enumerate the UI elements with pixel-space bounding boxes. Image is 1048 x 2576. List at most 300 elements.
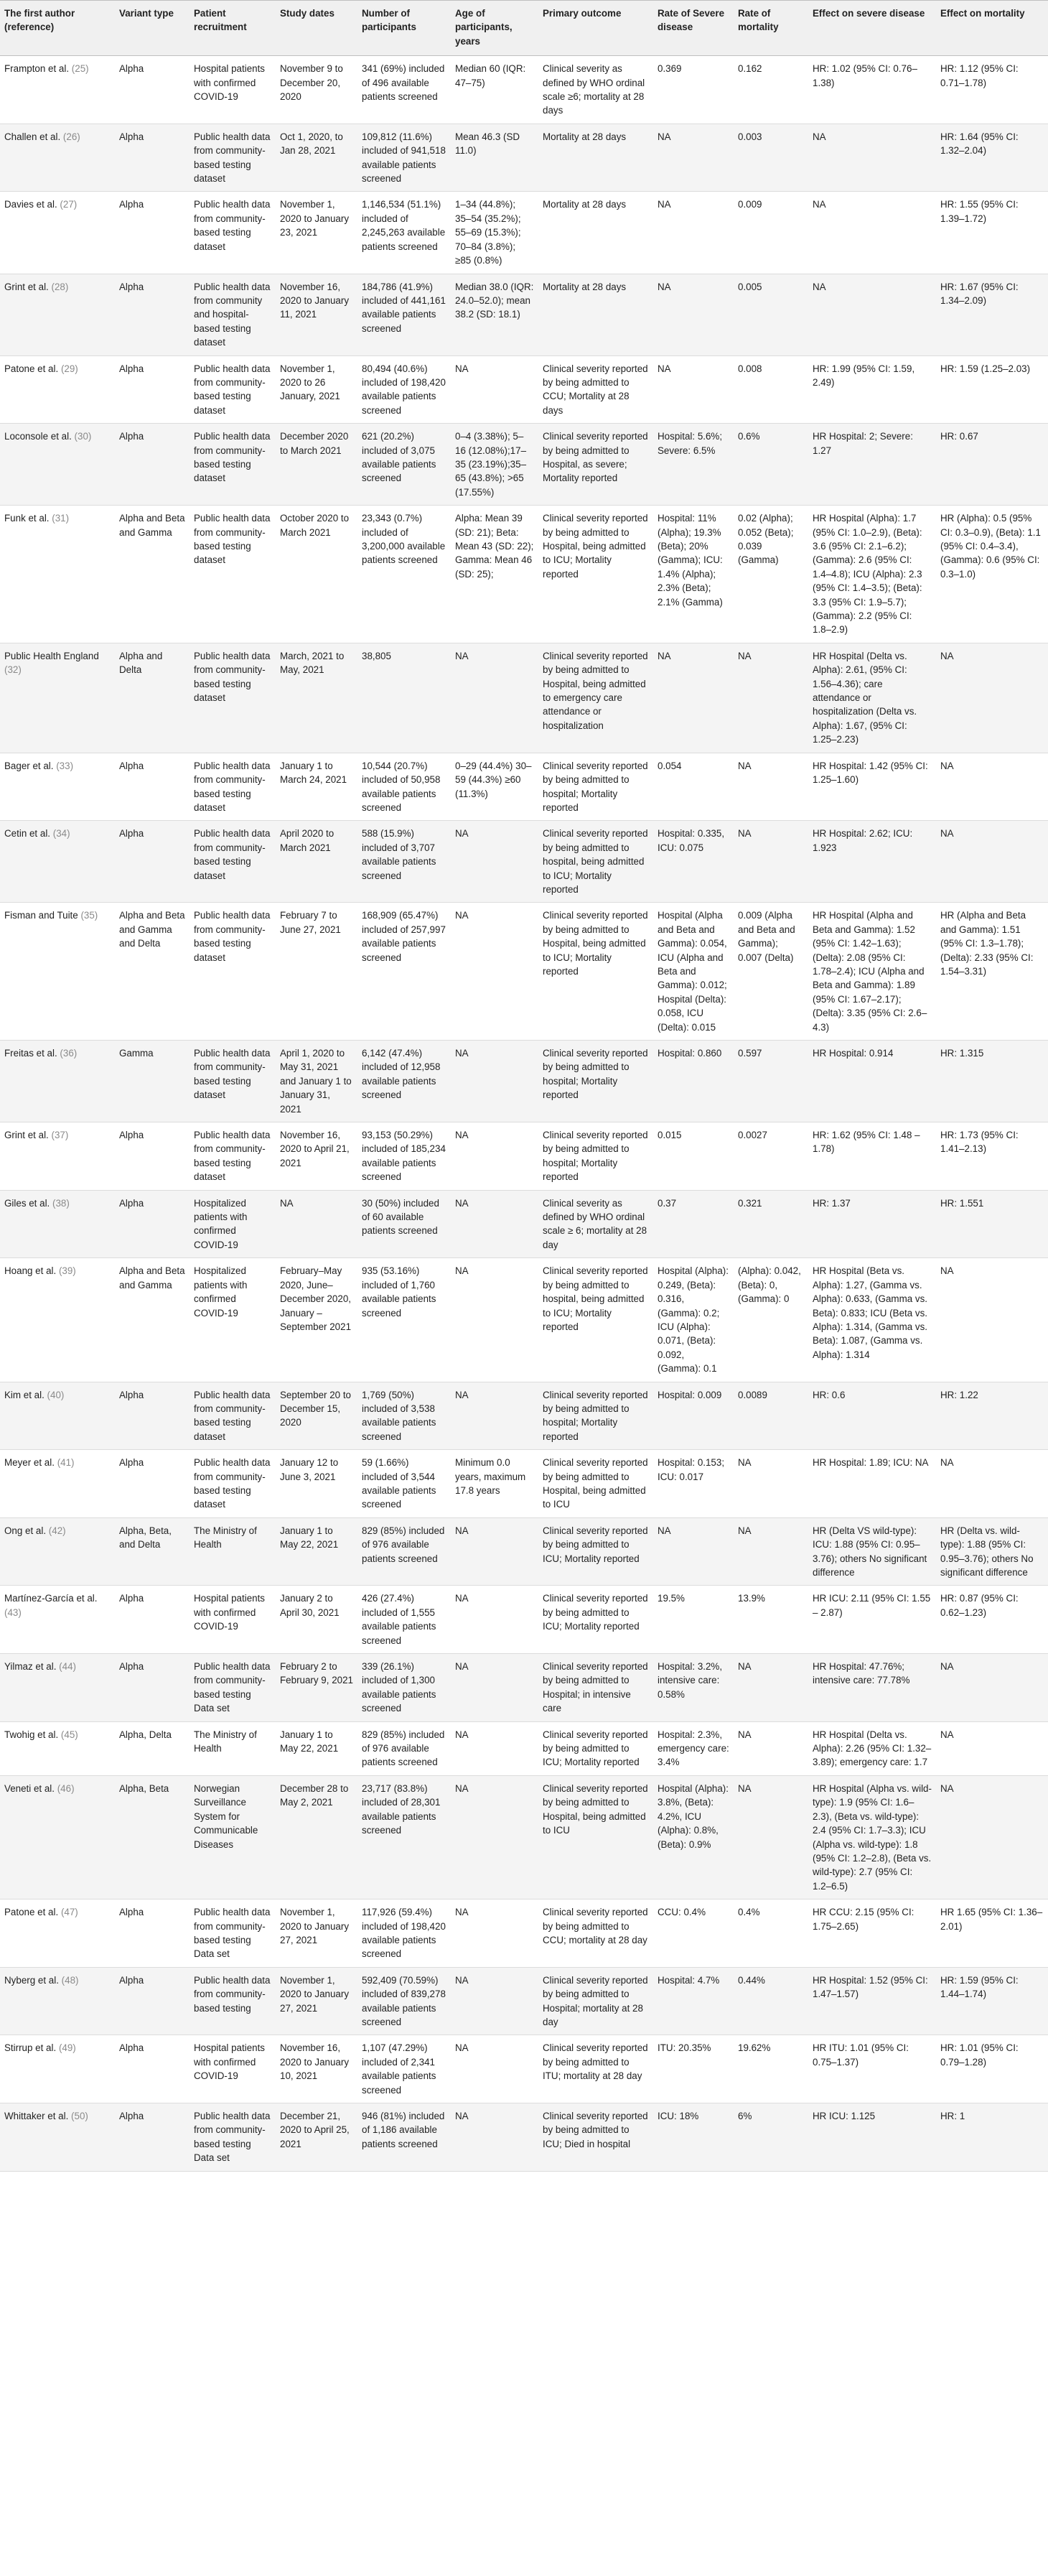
table-row (0, 1517, 1048, 1586)
variant-cell: Alpha, Delta (119, 1729, 172, 1740)
effect-severe-cell: NA (808, 124, 936, 192)
effect-severe-cell: HR CCU: 2.15 (95% CI: 1.75–2.65) (813, 1907, 914, 1932)
table-row (0, 1258, 1048, 1382)
variant-cell: Alpha (115, 1382, 190, 1450)
author-cell (0, 355, 115, 424)
effect-mortality-cell: HR: 0.67 (936, 424, 1048, 506)
reference-link[interactable]: (40) (47, 1389, 65, 1400)
participants-cell: 38,805 (357, 643, 451, 753)
recruitment-cell: Hospital patients with confirmed COVID-19 (194, 1593, 265, 1632)
table-row (0, 2103, 1048, 2172)
table-row (0, 1122, 1048, 1191)
reference-link[interactable]: (34) (52, 828, 70, 840)
participants-cell: 829 (85%) included of 976 available patients screened (362, 1729, 445, 1768)
table-row (0, 1450, 1048, 1518)
author-name: Cetin et al. (4, 828, 51, 840)
effect-mortality-cell: HR: 1.22 (936, 1382, 1048, 1450)
dates-cell: February 7 to June 27, 2021 (280, 910, 341, 935)
author-cell (0, 1586, 115, 1654)
age-cell: NA (451, 1190, 538, 1258)
mortality-rate-cell: NA (738, 760, 752, 771)
age-cell: 0–29 (44.4%) 30–59 (44.3%) ≥60 (11.3%) (455, 760, 532, 799)
effect-severe-cell: HR Hospital: 2; Severe: 1.27 (808, 424, 936, 506)
reference-link[interactable]: (41) (57, 1457, 75, 1469)
column-header: Number of participants (357, 1, 451, 56)
effect-mortality-cell: NA (940, 1729, 954, 1740)
recruitment-cell: Hospitalized patients with confirmed COVID-19 (190, 1190, 276, 1258)
effect-severe-cell: HR Hospital: 1.42 (95% CI: 1.25–1.60) (813, 760, 928, 786)
author-cell (0, 1122, 115, 1191)
author-cell (0, 1450, 115, 1518)
effect-mortality-cell: HR: 1.59 (1.25–2.03) (940, 363, 1031, 374)
author-name: Meyer et al. (4, 1457, 55, 1469)
effect-severe-cell: HR Hospital (Delta vs. Alpha): 2.26 (95% CI: 1.32–3.89); emergency care: 1.7 (813, 1729, 932, 1768)
effect-mortality-cell: HR (Alpha): 0.5 (95% CI: 0.3–0.9), (Beta): 1.1 (95% CI: 0.4–3.4), (Gamma): 0.6 (95% CI: 0.3–1.0) (940, 513, 1041, 580)
reference-link[interactable]: (26) (62, 131, 80, 142)
outcome-cell: Clinical severity reported by being admitted to Hospital, being admitted to emergency care attendance or hospitalization (538, 643, 653, 753)
dates-cell: November 1, 2020 to January 23, 2021 (280, 199, 350, 238)
age-cell: NA (451, 1654, 538, 1722)
severe-rate-cell: ICU: 18% (653, 2103, 734, 2172)
variant-cell: Alpha (119, 363, 144, 374)
table-row (0, 192, 1048, 274)
outcome-cell: Mortality at 28 days (538, 274, 653, 355)
author-cell (0, 424, 115, 506)
age-cell: NA (451, 2103, 538, 2172)
column-header: Rate of Severe disease (653, 1, 734, 56)
mortality-rate-cell: NA (738, 1457, 752, 1469)
recruitment-cell: The Ministry of Health (190, 1517, 276, 1586)
table-row (0, 643, 1048, 753)
mortality-rate-cell: NA (734, 1517, 808, 1586)
reference-link[interactable]: (31) (52, 513, 70, 524)
dates-cell: November 1, 2020 to 26 January, 2021 (280, 363, 340, 402)
participants-cell: 6,142 (47.4%) included of 12,958 available patients screened (357, 1041, 451, 1122)
table-row (0, 274, 1048, 355)
recruitment-cell: Public health data from community-based testing Data set (190, 2103, 276, 2172)
reference-link[interactable]: (36) (60, 1048, 78, 1059)
variant-cell: Gamma (115, 1041, 190, 1122)
author-cell (0, 821, 115, 903)
outcome-cell: Clinical severity reported by being admitted to ICU; Died in hospital (538, 2103, 653, 2172)
effect-mortality-cell: HR: 1.315 (936, 1041, 1048, 1122)
severe-rate-cell: NA (653, 643, 734, 753)
effect-mortality-cell: NA (940, 1457, 954, 1469)
severe-rate-cell: NA (658, 199, 671, 210)
effect-severe-cell: HR Hospital (Beta vs. Alpha): 1.27, (Gamma vs. Alpha): 0.633, (Gamma vs. Beta): 0.833; ICU (Beta vs. Alpha): 1.314, (Gamma vs. Beta): 1.087, (Gamma vs. Alpha): 1.314 (813, 1265, 928, 1360)
variant-cell: Alpha and Beta and Gamma (119, 1265, 185, 1291)
age-cell: NA (451, 1967, 538, 2035)
table-body (0, 56, 1048, 2171)
severe-rate-cell: Hospital (Alpha): 3.8%, (Beta): 4.2%, ICU (Alpha): 0.8%, (Beta): 0.9% (653, 1775, 734, 1899)
dates-cell: November 9 to December 20, 2020 (280, 63, 343, 103)
variant-cell: Alpha (119, 1593, 144, 1604)
mortality-rate-cell: NA (734, 1775, 808, 1899)
variant-cell: Alpha (115, 821, 190, 903)
variant-cell: Alpha (115, 274, 190, 355)
author-name: Patone et al. (4, 1907, 59, 1918)
author-cell (0, 753, 115, 821)
variant-cell: Alpha (115, 1654, 190, 1722)
effect-mortality-cell: HR: 0.87 (95% CI: 0.62–1.23) (940, 1593, 1019, 1618)
effect-mortality-cell: HR: 1.551 (936, 1190, 1048, 1258)
effect-severe-cell: HR ICU: 2.11 (95% CI: 1.55 – 2.87) (813, 1593, 931, 1618)
author-cell (0, 643, 115, 753)
author-name: Giles et al. (4, 1197, 50, 1209)
author-cell (0, 1721, 115, 1775)
dates-cell: April 2020 to March 2021 (276, 821, 357, 903)
reference-link[interactable]: (43) (4, 1606, 22, 1618)
column-header: Effect on mortality (936, 1, 1048, 56)
author-name: Funk et al. (4, 513, 50, 524)
effect-severe-cell: HR: 1.62 (95% CI: 1.48 –1.78) (813, 1130, 920, 1155)
reference-link[interactable]: (50) (71, 2111, 88, 2121)
outcome-cell: Clinical severity reported by being admitted to hospital; Mortality reported (538, 1041, 653, 1122)
recruitment-cell: Public health data from community-based testing (190, 1967, 276, 2035)
mortality-rate-cell: 0.321 (734, 1190, 808, 1258)
dates-cell: December 21, 2020 to April 25, 2021 (276, 2103, 357, 2172)
participants-cell: 935 (53.16%) included of 1,760 available patients screened (362, 1265, 436, 1319)
table-row (0, 903, 1048, 1041)
age-cell: NA (451, 1041, 538, 1122)
dates-cell: December 2020 to March 2021 (276, 424, 357, 506)
dates-cell: November 16, 2020 to April 21, 2021 (280, 1130, 350, 1168)
author-name: Hoang et al. (4, 1265, 57, 1277)
age-cell: NA (455, 1130, 469, 1141)
author-cell (0, 56, 115, 124)
dates-cell: January 12 to June 3, 2021 (280, 1457, 339, 1482)
effect-severe-cell: HR ICU: 1.125 (808, 2103, 936, 2172)
severe-rate-cell: CCU: 0.4% (658, 1907, 706, 1918)
reference-link[interactable]: (27) (60, 199, 78, 210)
participants-cell: 339 (26.1%) included of 1,300 available patients screened (357, 1654, 451, 1722)
author-cell (0, 2035, 115, 2103)
age-cell: NA (455, 2042, 469, 2054)
participants-cell: 23,343 (0.7%) included of 3,200,000 available patients screened (362, 513, 446, 566)
author-name: Ong et al. (4, 1525, 47, 1536)
severe-rate-cell: 19.5% (658, 1593, 685, 1604)
reference-link[interactable]: (48) (61, 1974, 79, 1986)
table-row (0, 1967, 1048, 2035)
variant-cell: Alpha and Beta and Gamma and Delta (119, 910, 185, 949)
outcome-cell: Clinical severity reported by being admitted to hospital; Mortality reported (538, 1382, 653, 1450)
severe-rate-cell: ITU: 20.35% (658, 2042, 711, 2054)
severe-rate-cell: Hospital: 2.3%, emergency care: 3.4% (658, 1729, 729, 1768)
recruitment-cell: Public health data from community-based testing dataset (190, 821, 276, 903)
reference-link[interactable]: (46) (57, 1782, 75, 1794)
effect-severe-cell: HR Hospital (Alpha): 1.7 (95% CI: 1.0–2.9), (Beta): 3.6 (95% CI: 2.1–6.2); (Gamma): 2.6 (95% CI: 1.4–4.8); ICU (Alpha): 2.3 (95% CI: 1.4–3.5); (Beta): 3.3 (95% CI: 1.9–5.7); (Gamma): 2.2 (95% CI: 1.8–2.9) (813, 513, 922, 636)
mortality-rate-cell: 0.02 (Alpha); 0.052 (Beta); 0.039 (Gamma) (738, 513, 794, 566)
effect-mortality-cell: HR: 1.73 (95% CI: 1.41–2.13) (940, 1130, 1019, 1155)
severe-rate-cell: 0.369 (658, 63, 682, 75)
reference-link[interactable]: (30) (74, 431, 92, 442)
effect-severe-cell: HR Hospital: 1.52 (95% CI: 1.47–1.57) (808, 1967, 936, 2035)
outcome-cell: Clinical severity reported by being admitted to CCU; Mortality at 28 days (543, 363, 648, 416)
participants-cell: 109,812 (11.6%) included of 941,518 available patients screened (357, 124, 451, 192)
effect-mortality-cell: HR: 1.67 (95% CI: 1.34–2.09) (936, 274, 1048, 355)
column-header: Variant type (115, 1, 190, 56)
author-cell (0, 506, 115, 643)
dates-cell: November 1, 2020 to January 27, 2021 (276, 1967, 357, 2035)
dates-cell: September 20 to December 15, 2020 (276, 1382, 357, 1450)
age-cell: NA (451, 1517, 538, 1586)
severe-rate-cell: NA (653, 1517, 734, 1586)
participants-cell: 168,909 (65.47%) included of 257,997 available patients screened (362, 910, 446, 963)
author-name: Davies et al. (4, 199, 57, 210)
dates-cell: January 1 to March 24, 2021 (280, 760, 347, 786)
mortality-rate-cell: 0.009 (Alpha and Beta and Gamma); 0.007 (Delta) (738, 910, 795, 963)
author-cell (0, 192, 115, 274)
author-name: Challen et al. (4, 131, 61, 142)
effect-mortality-cell: NA (936, 643, 1048, 753)
effect-severe-cell: NA (813, 199, 826, 210)
reference-link[interactable]: (45) (60, 1729, 78, 1740)
effect-mortality-cell: HR: 1.55 (95% CI: 1.39–1.72) (940, 199, 1019, 224)
outcome-cell: Clinical severity as defined by WHO ordinal scale ≥6; mortality at 28 days (543, 63, 645, 116)
participants-cell: 30 (50%) included of 60 available patients screened (357, 1190, 451, 1258)
reference-link[interactable]: (37) (51, 1130, 69, 1141)
author-cell (0, 1190, 115, 1258)
outcome-cell: Clinical severity reported by being admitted to ICU; Mortality reported (538, 1517, 653, 1586)
recruitment-cell: Public health data from community-based testing Data set (190, 1654, 276, 1722)
outcome-cell: Clinical severity reported by being admitted to Hospital, being admitted to ICU (543, 1457, 648, 1510)
mortality-rate-cell: NA (734, 821, 808, 903)
author-name: Martínez-García et al. (4, 1593, 98, 1604)
age-cell: NA (455, 1907, 469, 1918)
dates-cell: November 16, 2020 to January 11, 2021 (276, 274, 357, 355)
table-row (0, 821, 1048, 903)
effect-mortality-cell: HR (Delta vs. wild-type): 1.88 (95% CI: 0.95–3.76); others No significant difference (936, 1517, 1048, 1586)
variant-cell: Alpha (119, 63, 144, 75)
table-row (0, 1382, 1048, 1450)
table-row (0, 506, 1048, 643)
age-cell: NA (451, 643, 538, 753)
severe-rate-cell: NA (653, 274, 734, 355)
column-header: Rate of mortality (734, 1, 808, 56)
author-cell (0, 274, 115, 355)
severe-rate-cell: 0.015 (658, 1130, 682, 1141)
reference-link[interactable]: (39) (58, 1265, 76, 1277)
outcome-cell: Clinical severity reported by being admitted to hospital; Mortality reported (543, 760, 648, 813)
dates-cell: January 2 to April 30, 2021 (280, 1593, 340, 1618)
participants-cell: 829 (85%) included of 976 available patients screened (357, 1517, 451, 1586)
effect-mortality-cell: NA (940, 1265, 954, 1277)
variant-cell: Alpha (119, 2042, 144, 2054)
outcome-cell: Clinical severity reported by being admitted to Hospital, being admitted to ICU; Mortality reported (543, 513, 648, 580)
mortality-rate-cell: 0.005 (734, 274, 808, 355)
participants-cell: 184,786 (41.9%) included of 441,161 available patients screened (357, 274, 451, 355)
mortality-rate-cell: 0.6% (734, 424, 808, 506)
reference-link[interactable]: (44) (59, 1661, 76, 1673)
effect-mortality-cell: NA (936, 1775, 1048, 1899)
effect-severe-cell: HR (Delta VS wild-type): ICU: 1.88 (95% CI: 0.95–3.76); others No significant difference (808, 1517, 936, 1586)
author-name: Frampton et al. (4, 63, 70, 75)
author-cell (0, 1258, 115, 1382)
severe-rate-cell: 0.37 (653, 1190, 734, 1258)
severe-rate-cell: NA (658, 363, 671, 374)
effect-mortality-cell: NA (936, 821, 1048, 903)
reference-link[interactable]: (25) (71, 63, 89, 75)
recruitment-cell: The Ministry of Health (194, 1729, 257, 1754)
outcome-cell: Clinical severity reported by being admitted to ICU; Mortality reported (543, 1593, 648, 1632)
table-row (0, 56, 1048, 124)
table-row (0, 1721, 1048, 1775)
participants-cell: 10,544 (20.7%) included of 50,958 available patients screened (362, 760, 441, 813)
dates-cell: January 1 to May 22, 2021 (280, 1729, 339, 1754)
age-cell: Median 60 (IQR: 47–75) (455, 63, 526, 88)
effect-mortality-cell: NA (940, 760, 954, 771)
effect-severe-cell: HR Hospital: 0.914 (808, 1041, 936, 1122)
dates-cell: February–May 2020, June–December 2020, January –September 2021 (280, 1265, 352, 1332)
variant-cell: Alpha, Beta (115, 1775, 190, 1899)
table-row (0, 1775, 1048, 1899)
severe-rate-cell: 0.054 (658, 760, 682, 771)
author-name: Freitas et al. (4, 1048, 57, 1059)
variant-cell: Alpha (115, 1967, 190, 2035)
outcome-cell: Clinical severity reported by being admitted to Hospital; in intensive care (538, 1654, 653, 1722)
author-name: Kim et al. (4, 1389, 45, 1400)
mortality-rate-cell: NA (734, 643, 808, 753)
effect-severe-cell: HR Hospital: 1.89; ICU: NA (813, 1457, 929, 1469)
recruitment-cell: Public health data from community-based testing Data set (194, 1907, 271, 1960)
recruitment-cell: Hospital patients with confirmed COVID-19 (194, 2042, 265, 2082)
effect-severe-cell: HR: 1.99 (95% CI: 1.59, 2.49) (813, 363, 915, 388)
effect-severe-cell: HR Hospital (Alpha and Beta and Gamma): 1.52 (95% CI: 1.42–1.63); (Delta): 2.08 (95% CI: 1.78–2.4); ICU (Alpha and Beta and Gamma): 1.89 (95% CI: 1.67–2.17); (Delta): 3.35 (95% CI: 2.6–4.3) (813, 910, 927, 1033)
column-header: Patient recruitment (190, 1, 276, 56)
author-cell (0, 1967, 115, 2035)
age-cell: 0–4 (3.38%); 5–16 (12.08%);17–35 (23.19%);35–65 (43.8%); >65 (17.55%) (451, 424, 538, 506)
participants-cell: 341 (69%) included of 496 available patients screened (362, 63, 445, 103)
variant-cell: Alpha (115, 424, 190, 506)
outcome-cell: Clinical severity reported by being admitted to ITU; mortality at 28 day (543, 2042, 648, 2082)
dates-cell: February 2 to February 9, 2021 (276, 1654, 357, 1722)
outcome-cell: Clinical severity reported by being admitted to Hospital, as severe; Mortality reported (538, 424, 653, 506)
reference-link[interactable]: (38) (52, 1197, 70, 1209)
effect-severe-cell: HR Hospital (Alpha vs. wild-type): 1.9 (95% CI: 1.6–2.3), (Beta vs. wild-type): 2.4 (95% CI: 1.7–3.3); ICU (Alpha vs. wild-type): 1.8 (95% CI: 1.2–2.8), (Beta vs. wild-type): 2.7 (95% CI: 1.2–6.5) (808, 1775, 936, 1899)
outcome-cell: Clinical severity reported by being admitted to Hospital, being admitted to ICU; Mortality reported (543, 910, 648, 977)
participants-cell: 588 (15.9%) included of 3,707 available patients screened (357, 821, 451, 903)
reference-link[interactable]: (32) (4, 664, 22, 676)
outcome-cell: Clinical severity reported by being admitted to CCU; mortality at 28 day (543, 1907, 648, 1945)
author-name: Nyberg et al. (4, 1974, 59, 1986)
column-header: Study dates (276, 1, 357, 56)
outcome-cell: Clinical severity reported by being admitted to ICU; Mortality reported (543, 1729, 648, 1768)
reference-link[interactable]: (42) (48, 1525, 66, 1536)
age-cell: Minimum 0.0 years, maximum 17.8 years (455, 1457, 526, 1496)
mortality-rate-cell: 6% (734, 2103, 808, 2172)
author-cell (0, 1382, 115, 1450)
variant-cell: Alpha (119, 760, 144, 771)
dates-cell: Oct 1, 2020, to Jan 28, 2021 (276, 124, 357, 192)
dates-cell: April 1, 2020 to May 31, 2021 and January 1 to January 31, 2021 (276, 1041, 357, 1122)
dates-cell: November 16, 2020 to January 10, 2021 (280, 2042, 350, 2082)
author-name: Grint et al. (4, 281, 49, 292)
reference-link[interactable]: (28) (51, 281, 69, 292)
dates-cell: NA (276, 1190, 357, 1258)
dates-cell: January 1 to May 22, 2021 (276, 1517, 357, 1586)
participants-cell: 23,717 (83.8%) included of 28,301 available patients screened (357, 1775, 451, 1899)
age-cell: NA (455, 910, 469, 921)
recruitment-cell: Public health data from community-based testing dataset (194, 199, 271, 252)
column-header: The first author (reference) (0, 1, 115, 56)
age-cell: NA (451, 1382, 538, 1450)
outcome-cell: Clinical severity as defined by WHO ordinal scale ≥ 6; mortality at 28 day (538, 1190, 653, 1258)
dates-cell: December 28 to May 2, 2021 (276, 1775, 357, 1899)
recruitment-cell: Public health data from community-based testing dataset (190, 643, 276, 753)
participants-cell: 80,494 (40.6%) included of 198,420 available patients screened (362, 363, 446, 416)
author-cell (0, 2103, 115, 2172)
participants-cell: 59 (1.66%) included of 3,544 available patients screened (362, 1457, 436, 1510)
severe-rate-cell: Hospital: 3.2%, intensive care: 0.58% (653, 1654, 734, 1722)
mortality-rate-cell: 0.008 (738, 363, 762, 374)
age-cell: NA (455, 1729, 469, 1740)
reference-link[interactable]: (33) (56, 760, 74, 771)
age-cell: NA (455, 1265, 469, 1277)
mortality-rate-cell: 0.4% (738, 1907, 760, 1918)
table-row (0, 424, 1048, 506)
mortality-rate-cell: 0.44% (734, 1967, 808, 2035)
recruitment-cell: Public health data from community-based testing dataset (190, 1041, 276, 1122)
mortality-rate-cell: 0.003 (734, 124, 808, 192)
column-header: Primary outcome (538, 1, 653, 56)
author-cell (0, 1900, 115, 1968)
participants-cell: 426 (27.4%) included of 1,555 available patients screened (362, 1593, 436, 1646)
participants-cell: 1,107 (47.29%) included of 2,341 available patients screened (362, 2042, 436, 2096)
table-header (0, 1, 1048, 56)
effect-severe-cell: HR: 0.6 (808, 1382, 936, 1450)
severe-rate-cell: Hospital (Alpha and Beta and Gamma): 0.054, ICU (Alpha and Beta and Gamma): 0.012; Hospital (Delta): 0.058, ICU (Delta): 0.015 (658, 910, 727, 1033)
severe-rate-cell: Hospital: 0.009 (653, 1382, 734, 1450)
recruitment-cell: Public health data from community-based testing dataset (194, 760, 271, 813)
reference-link[interactable]: (29) (60, 363, 78, 374)
reference-link[interactable]: (49) (58, 2042, 76, 2054)
age-cell: Alpha: Mean 39 (SD: 21); Beta: Mean 43 (SD: 22); Gamma: Mean 46 (SD: 25); (455, 513, 534, 580)
effect-severe-cell: HR Hospital: 47.76%; intensive care: 77.78% (808, 1654, 936, 1722)
recruitment-cell: Public health data from community-based testing dataset (194, 1457, 271, 1510)
effect-severe-cell: HR Hospital: 2.62; ICU: 1.923 (808, 821, 936, 903)
age-cell: Median 38.0 (IQR: 24.0–52.0); mean 38.2 (SD: 18.1) (451, 274, 538, 355)
variant-cell: Alpha and Delta (115, 643, 190, 753)
mortality-rate-cell: (Alpha): 0.042, (Beta): 0, (Gamma): 0 (738, 1265, 801, 1305)
table-row (0, 753, 1048, 821)
recruitment-cell: Hospital patients with confirmed COVID-19 (194, 63, 265, 103)
author-cell (0, 124, 115, 192)
effect-mortality-cell: HR: 1 (936, 2103, 1048, 2172)
variant-cell: Alpha (119, 1130, 144, 1141)
severe-rate-cell: Hospital: 0.153; ICU: 0.017 (658, 1457, 725, 1482)
dates-cell: October 2020 to March 2021 (280, 513, 350, 538)
age-cell: NA (455, 363, 469, 374)
reference-link[interactable]: (35) (80, 910, 98, 921)
mortality-rate-cell: 0.597 (734, 1041, 808, 1122)
recruitment-cell: Norwegian Surveillance System for Communicable Diseases (190, 1775, 276, 1899)
table-row (0, 1654, 1048, 1722)
dates-cell: November 1, 2020 to January 27, 2021 (280, 1907, 350, 1945)
severe-rate-cell: Hospital: 0.860 (653, 1041, 734, 1122)
mortality-rate-cell: 0.009 (738, 199, 762, 210)
mortality-rate-cell: 0.162 (738, 63, 762, 75)
author-cell (0, 1775, 115, 1899)
mortality-rate-cell: 19.62% (738, 2042, 771, 2054)
author-name: Twohig et al. (4, 1729, 59, 1740)
participants-cell: 1,769 (50%) included of 3,538 available patients screened (357, 1382, 451, 1450)
age-cell: Mean 46.3 (SD 11.0) (451, 124, 538, 192)
column-header: Age of participants, years (451, 1, 538, 56)
reference-link[interactable]: (47) (60, 1907, 78, 1918)
table-row (0, 1900, 1048, 1968)
participants-cell: 1,146,534 (51.1%) included of 2,245,263 available patients screened (362, 199, 446, 252)
table-row (0, 355, 1048, 424)
